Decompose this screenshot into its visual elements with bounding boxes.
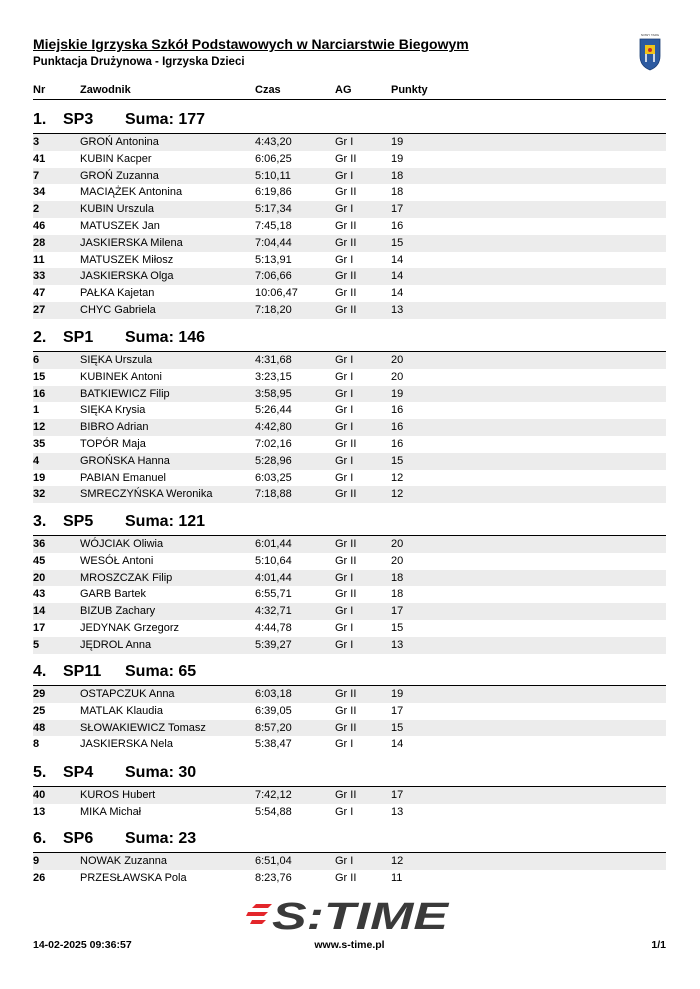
team-name: SP11 [63,663,102,680]
team-header [33,513,666,536]
table-row [33,453,666,470]
table-row [33,134,666,151]
cell-nr: 17 [33,621,46,634]
cell-czas: 6:01,44 [255,538,292,550]
cell-punkty: 19 [391,688,404,700]
cell-nr: 41 [33,152,46,165]
cell-czas: 5:13,91 [255,253,292,266]
table-row [33,369,666,386]
cell-punkty: 13 [391,805,404,818]
cell-czas: 6:03,25 [255,471,292,484]
table-row [33,686,666,703]
cell-ag: Gr I [335,805,354,818]
cell-punkty: 16 [391,219,404,232]
cell-name: GROŃSKA Hanna [80,454,170,467]
cell-nr: 4 [33,454,40,467]
cell-name: CHYC Gabriela [80,303,156,316]
cell-nr: 40 [33,789,46,801]
cell-punkty: 20 [391,370,404,383]
team-name: SP3 [63,111,94,128]
cell-czas: 6:39,05 [255,704,292,717]
cell-ag: Gr I [335,738,354,751]
cell-czas: 5:54,88 [255,805,292,818]
cell-nr: 29 [33,688,46,700]
table-row [33,637,666,654]
cell-nr: 20 [33,571,46,584]
footer-url-link[interactable]: www.s-time.pl [314,939,385,951]
table-row [33,586,666,603]
table-row [33,470,666,487]
cell-nr: 13 [33,805,46,818]
cell-name: OSTAPCZUK Anna [80,688,175,700]
logo-speed-stripes [246,904,272,924]
table-row [33,853,666,870]
team-block [33,111,666,319]
cell-name: MATUSZEK Miłosz [80,253,174,266]
cell-ag: Gr II [335,538,357,550]
cell-punkty: 16 [391,404,404,417]
cell-czas: 4:44,78 [255,621,292,634]
cell-nr: 33 [33,270,46,283]
cell-punkty: 18 [391,571,404,584]
cell-nr: 47 [33,287,46,300]
team-place: 1. [33,111,47,128]
cell-czas: 7:42,12 [255,789,292,801]
cell-punkty: 18 [391,588,404,601]
cell-czas: 5:28,96 [255,454,292,467]
cell-nr: 11 [33,253,45,266]
cell-name: BIZUB Zachary [80,605,156,618]
cell-punkty: 19 [391,136,404,148]
cell-punkty: 19 [391,152,404,165]
table-row [33,419,666,436]
cell-nr: 9 [33,855,40,867]
cell-ag: Gr II [335,186,357,199]
cell-nr: 35 [33,437,46,450]
team-place: 2. [33,329,47,346]
cell-czas: 7:04,44 [255,236,292,249]
cell-czas: 8:57,20 [255,721,292,734]
cell-name: GROŃ Antonina [80,136,159,148]
cell-name: NOWAK Zuzanna [80,855,168,867]
table-row [33,720,666,737]
cell-name: JASKIERSKA Olga [80,270,174,283]
cell-ag: Gr I [335,571,354,584]
col-punkty: Punkty [391,84,428,96]
cell-name: WESÓŁ Antoni [80,554,154,567]
cell-ag: Gr II [335,588,357,601]
cell-punkty: 18 [391,169,404,182]
table-row [33,402,666,419]
cell-name: MACIĄŻEK Antonina [80,186,183,199]
cell-czas: 5:39,27 [255,638,292,651]
team-name: SP5 [63,513,94,530]
cell-nr: 2 [33,203,40,216]
cell-ag: Gr I [335,638,354,651]
cell-name: MATUSZEK Jan [80,219,160,232]
cell-name: KUROS Hubert [80,789,156,801]
cell-name: JASKIERSKA Nela [80,738,173,751]
cell-nr: 15 [33,370,46,383]
table-row [33,570,666,587]
cell-czas: 6:06,25 [255,152,292,165]
crest-label: NOWY TARG [640,33,660,37]
cell-name: SŁOWAKIEWICZ Tomasz [80,721,206,734]
cell-czas: 7:06,66 [255,270,292,283]
cell-czas: 7:18,20 [255,303,292,316]
cell-ag: Gr I [335,354,354,366]
cell-czas: 5:26,44 [255,404,292,417]
table-row [33,151,666,168]
table-row [33,603,666,620]
cell-nr: 8 [33,738,40,751]
page-title: Miejskie Igrzyska Szkół Podstawowych w Narciarstwie Biegowym [33,36,469,52]
cell-name: MROSZCZAK Filip [80,571,173,584]
cell-nr: 5 [33,638,40,651]
cell-punkty: 17 [391,704,404,717]
cell-nr: 28 [33,236,46,249]
cell-czas: 7:02,16 [255,437,292,450]
cell-ag: Gr II [335,704,357,717]
table-row [33,787,666,804]
cell-name: SMRECZYŃSKA Weronika [80,488,213,501]
cell-czas: 6:51,04 [255,855,292,867]
cell-punkty: 14 [391,270,404,283]
cell-ag: Gr II [335,721,357,734]
cell-czas: 7:18,88 [255,488,292,501]
table-row [33,870,666,887]
cell-punkty: 15 [391,236,404,249]
cell-ag: Gr II [335,287,357,300]
cell-nr: 12 [33,421,46,434]
cell-nr: 45 [33,554,46,567]
cell-czas: 6:55,71 [255,588,292,601]
cell-ag: Gr II [335,688,357,700]
page-subtitle: Punktacja Drużynowa - Igrzyska Dzieci [33,56,245,68]
cell-punkty: 19 [391,387,404,400]
cell-ag: Gr I [335,387,354,400]
table-row [33,184,666,201]
cell-ag: Gr I [335,454,354,467]
cell-punkty: 20 [391,538,404,550]
cell-ag: Gr I [335,421,354,434]
cell-punkty: 17 [391,789,404,801]
cell-czas: 4:32,71 [255,605,292,618]
logo-text: S:TIME [272,896,451,934]
cell-name: GROŃ Zuzanna [80,169,159,182]
cell-nr: 26 [33,871,46,884]
cell-czas: 7:45,18 [255,219,292,232]
table-row [33,736,666,753]
cell-nr: 3 [33,136,40,148]
table-row [33,436,666,453]
team-header [33,663,666,686]
team-sum: Suma: 146 [125,329,206,346]
cell-ag: Gr II [335,871,357,884]
cell-punkty: 12 [391,855,404,867]
team-block [33,663,666,753]
cell-punkty: 16 [391,437,404,450]
table-row [33,703,666,720]
team-header [33,830,666,853]
table-row [33,302,666,319]
team-header [33,111,666,134]
cell-nr: 46 [33,219,46,232]
cell-nr: 19 [33,471,46,484]
cell-name: JEDYNAK Grzegorz [80,621,180,634]
team-place: 5. [33,764,47,781]
cell-punkty: 20 [391,354,404,366]
table-row [33,201,666,218]
cell-ag: Gr I [335,169,354,182]
cell-name: PAŁKA Kajetan [80,287,155,300]
cell-name: WÓJCIAK Oliwia [80,538,164,550]
team-name: SP6 [63,830,94,847]
cell-czas: 6:03,18 [255,688,292,700]
table-row [33,486,666,503]
table-row [33,553,666,570]
col-czas: Czas [255,84,281,96]
cell-czas: 3:23,15 [255,370,292,383]
cell-nr: 25 [33,704,46,717]
cell-punkty: 11 [391,871,403,884]
col-nr: Nr [33,84,46,96]
team-place: 3. [33,513,47,530]
cell-name: KUBIN Urszula [80,203,154,216]
cell-ag: Gr I [335,253,354,266]
cell-czas: 3:58,95 [255,387,292,400]
cell-punkty: 15 [391,454,404,467]
table-row [33,536,666,553]
team-block [33,830,666,887]
team-block [33,513,666,654]
cell-punkty: 17 [391,605,404,618]
cell-czas: 4:31,68 [255,354,292,366]
city-crest-icon [637,32,663,72]
cell-ag: Gr II [335,437,357,450]
cell-ag: Gr II [335,236,357,249]
team-name: SP1 [63,329,94,346]
cell-czas: 4:43,20 [255,136,292,148]
cell-punkty: 18 [391,186,404,199]
cell-ag: Gr II [335,152,357,165]
cell-punkty: 15 [391,721,404,734]
cell-czas: 10:06,47 [255,287,298,300]
table-row [33,352,666,369]
cell-name: KUBINEK Antoni [80,370,162,383]
cell-ag: Gr I [335,605,354,618]
table-row [33,386,666,403]
team-sum: Suma: 23 [125,830,197,847]
cell-name: JĘDROL Anna [80,638,152,651]
team-block [33,329,666,503]
table-row [33,218,666,235]
cell-nr: 14 [33,605,46,618]
col-zawodnik: Zawodnik [80,84,131,96]
cell-czas: 4:42,80 [255,421,292,434]
cell-ag: Gr II [335,303,357,316]
cell-name: PABIAN Emanuel [80,471,167,484]
cell-punkty: 15 [391,621,404,634]
cell-nr: 36 [33,538,46,550]
cell-name: BIBRO Adrian [80,421,149,434]
cell-nr: 6 [33,354,40,366]
cell-czas: 5:10,11 [255,169,291,182]
cell-name: SIĘKA Krysia [80,404,146,417]
cell-ag: Gr II [335,219,357,232]
col-ag: AG [335,84,352,96]
s-time-logo [246,896,454,934]
cell-czas: 4:01,44 [255,571,292,584]
footer-date: 14-02-2025 09:36:57 [33,939,132,951]
cell-nr: 32 [33,488,46,501]
team-sum: Suma: 30 [125,764,197,781]
cell-punkty: 12 [391,471,404,484]
cell-punkty: 17 [391,203,404,216]
column-header-row [33,82,666,100]
cell-czas: 6:19,86 [255,186,292,199]
cell-punkty: 13 [391,638,404,651]
team-name: SP4 [63,764,94,781]
cell-ag: Gr II [335,554,357,567]
cell-nr: 27 [33,303,46,316]
cell-punkty: 13 [391,303,404,316]
cell-ag: Gr I [335,203,354,216]
cell-ag: Gr I [335,136,354,148]
cell-name: TOPÓR Maja [80,437,146,450]
cell-ag: Gr II [335,270,357,283]
cell-name: PRZESŁAWSKA Pola [80,871,187,884]
cell-ag: Gr II [335,789,357,801]
cell-czas: 5:38,47 [255,738,292,751]
page-footer [33,939,666,953]
team-place: 6. [33,830,47,847]
cell-ag: Gr II [335,488,357,501]
team-sum: Suma: 65 [125,663,197,680]
cell-ag: Gr I [335,404,354,417]
table-row [33,804,666,821]
cell-nr: 1 [33,404,40,417]
team-block [33,764,666,821]
cell-nr: 43 [33,588,46,601]
team-header [33,764,666,787]
table-row [33,235,666,252]
cell-name: BATKIEWICZ Filip [80,387,170,400]
cell-czas: 5:10,64 [255,554,292,567]
team-header [33,329,666,352]
cell-punkty: 20 [391,554,404,567]
cell-punkty: 16 [391,421,404,434]
cell-name: SIĘKA Urszula [80,354,153,366]
cell-name: GARB Bartek [80,588,147,601]
table-row [33,252,666,269]
table-row [33,285,666,302]
cell-czas: 5:17,34 [255,203,292,216]
cell-nr: 48 [33,721,46,734]
cell-punkty: 14 [391,253,404,266]
cell-punkty: 14 [391,738,404,751]
cell-nr: 34 [33,186,46,199]
table-row [33,168,666,185]
cell-ag: Gr I [335,471,354,484]
cell-nr: 7 [33,169,40,182]
team-sum: Suma: 121 [125,513,206,530]
cell-ag: Gr I [335,370,354,383]
footer-page-number: 1/1 [651,939,666,951]
table-row [33,268,666,285]
cell-punkty: 12 [391,488,404,501]
cell-czas: 8:23,76 [255,871,292,884]
cell-name: MATLAK Klaudia [80,704,163,717]
team-place: 4. [33,663,47,680]
cell-nr: 16 [33,387,46,400]
cell-punkty: 14 [391,287,404,300]
cell-ag: Gr I [335,621,354,634]
cell-name: KUBIN Kacper [80,152,152,165]
cell-name: MIKA Michał [80,805,142,818]
table-row [33,620,666,637]
cell-ag: Gr I [335,855,354,867]
team-sum: Suma: 177 [125,111,206,128]
cell-name: JASKIERSKA Milena [80,236,183,249]
